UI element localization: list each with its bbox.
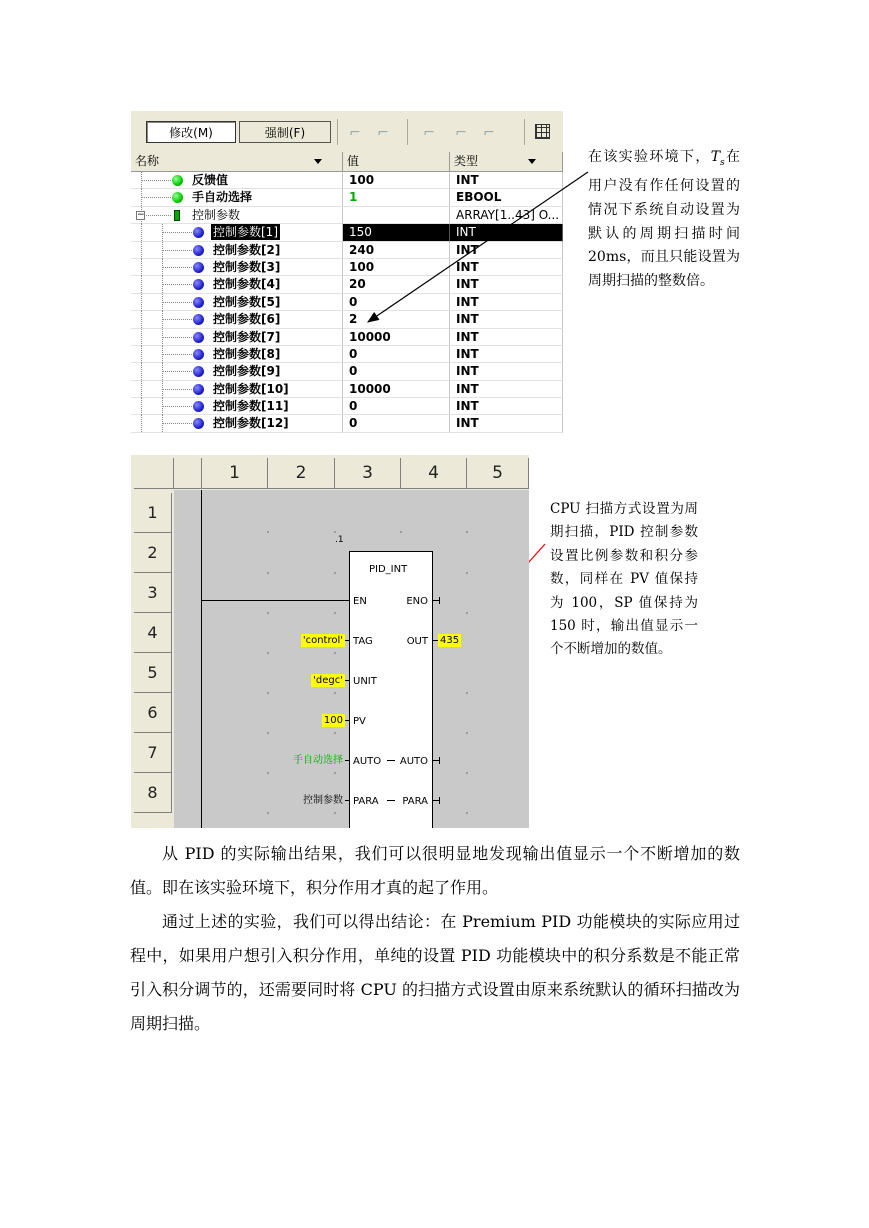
cell-value[interactable]: 0 [343,346,450,363]
modify-button[interactable]: 修改(M) [146,121,236,143]
row-header[interactable]: 5 [134,653,172,693]
cell-value[interactable]: 240 [343,242,450,259]
pin-para-out: PARA [402,796,428,807]
pid-int-block[interactable] [349,551,433,828]
para-wire [345,800,349,801]
pin-auto-out: AUTO [399,756,428,767]
variable-name: 控制参数[7] [213,329,281,344]
unforce-icon[interactable]: ⌐ [483,125,495,141]
pv-input[interactable]: 100 [323,715,343,726]
set-one-icon[interactable]: ⌐ [455,125,467,141]
cell-type: INT [450,363,563,380]
collapse-icon[interactable]: − [137,209,145,220]
variable-name: 控制参数[4] [213,277,281,292]
block-title: PID_INT [369,564,408,575]
variable-name: 控制参数 [192,207,241,222]
column-header[interactable]: 2 [268,458,335,489]
force-to-zero-icon[interactable]: ⌐ [349,125,361,141]
variable-name: 控制参数[3] [213,259,281,274]
cell-type: INT [450,398,563,415]
cell-value[interactable]: 1 [343,189,450,206]
cell-type: INT [450,329,563,346]
column-header-value[interactable]: 值 [343,152,450,171]
cell-value[interactable]: 100 [343,172,450,189]
column-header[interactable]: 3 [335,458,401,489]
cell-type: INT [450,294,563,311]
cell-value[interactable]: 20 [343,276,450,293]
variable-name: 控制参数[2] [213,242,281,257]
cell-type: INT [450,415,563,432]
cell-value[interactable]: 10000 [343,381,450,398]
pin-out: OUT [406,636,428,647]
cell-value[interactable]: 2 [343,311,450,328]
row-header[interactable]: 6 [134,693,172,733]
variable-name: 手自动选择 [192,190,253,205]
unit-input[interactable]: 'degc' [313,675,343,686]
paragraph-conclusion: 通过上述的实验，我们可以得出结论：在 Premium PID 功能模块的实际应用过程中，如果用户想引入积分作用，单纯的设置 PID 功能模块中的积分系数是不能正常引入积分调节的，还需要同时将 CPU 的扫描方式设置由原来系统默认的循环扫描改为周期扫描。 [130,912,740,1033]
column-header[interactable]: 1 [202,458,268,489]
column-header[interactable]: 4 [401,458,467,489]
cell-type: INT [450,172,563,189]
column-header[interactable]: 5 [467,458,529,489]
para-out-stub-end [439,797,440,804]
force-to-one-icon[interactable]: ⌐ [377,125,389,141]
function-block-diagram [131,455,529,828]
auto-out-stub-end [439,757,440,764]
row-header[interactable]: 3 [134,573,172,613]
unit-wire [345,680,349,681]
cell-value[interactable]: 0 [343,363,450,380]
row-header[interactable]: 8 [134,773,172,813]
eno-stub-end [439,597,440,604]
pin-pv: PV [353,716,366,727]
tag-wire [345,640,349,641]
variable-name: 控制参数[11] [213,399,289,414]
cell-value[interactable]: 10000 [343,329,450,346]
auto-passthrough [387,760,395,761]
cell-type: INT [450,311,563,328]
cell-value[interactable]: 150 [343,224,450,241]
pin-auto-in: AUTO [353,756,382,767]
pin-tag: TAG [353,636,373,647]
auto-input[interactable]: 手自动选择 [293,755,343,766]
column-header-name[interactable]: 名称 [131,152,343,171]
cell-type: EBOOL [450,189,563,206]
cell-type: INT [450,346,563,363]
variable-name: 反馈值 [192,173,229,187]
cell-value[interactable]: 0 [343,294,450,311]
force-button[interactable]: 强制(F) [239,121,331,143]
cell-type: INT [450,242,563,259]
row-header[interactable]: 4 [134,613,172,653]
cell-type: INT [450,224,563,241]
row-header[interactable]: 1 [134,493,172,533]
auto-wire [345,760,349,761]
en-wire [202,600,349,601]
variable-name: 控制参数[8] [213,346,281,361]
set-zero-icon[interactable]: ⌐ [423,125,435,141]
variable-name: 控制参数[1] [213,225,278,240]
variable-name: 控制参数[9] [213,364,281,379]
cell-type: INT [450,381,563,398]
variable-name: 控制参数[6] [213,312,281,327]
annotation-cpu-scan: CPU 扫描方式设置为周期扫描，PID 控制参数设置比例参数和积分参数，同样在 PV 值保持为 100，SP 值保持为 150 时，输出值显示一个不断增加的数值。 [550,501,698,658]
pin-para-in: PARA [353,796,379,807]
variable-name: 控制参数[5] [213,294,281,309]
annotation-scan-time: 在该实验环境下，$T_s$在用户没有作任何设置的情况下系统自动设置为默认的周期扫描时间 20ms，而且只能设置为周期扫描的整数倍。 [588,149,741,289]
variable-name: 控制参数[12] [213,416,289,431]
cell-type: INT [450,259,563,276]
variable-name: 控制参数[10] [213,381,289,396]
cell-type: ARRAY[1..43] O... [450,207,563,224]
column-header-type[interactable]: 类型 [450,152,563,171]
cell-value[interactable]: 0 [343,415,450,432]
pin-unit: UNIT [353,676,377,687]
pin-en: EN [353,596,367,607]
tag-input[interactable]: 'control' [302,635,343,646]
paragraph-result: 从 PID 的实际输出结果，我们可以很明显地发现输出值显示一个不断增加的数值。即在该实验环境下，积分作用才真的起了作用。 [130,844,740,897]
cell-value[interactable]: 0 [343,398,450,415]
para-input[interactable]: 控制参数 [303,795,343,806]
cell-type: INT [450,276,563,293]
pv-wire [345,720,349,721]
para-passthrough [387,800,395,801]
pin-eno: ENO [406,596,428,607]
block-instance-index: .1 [335,535,344,545]
row-header[interactable]: 7 [134,733,172,773]
cell-value[interactable]: 100 [343,259,450,276]
black-arrow [368,172,588,322]
out-value: 435 [440,635,460,646]
row-header[interactable]: 2 [134,533,172,573]
